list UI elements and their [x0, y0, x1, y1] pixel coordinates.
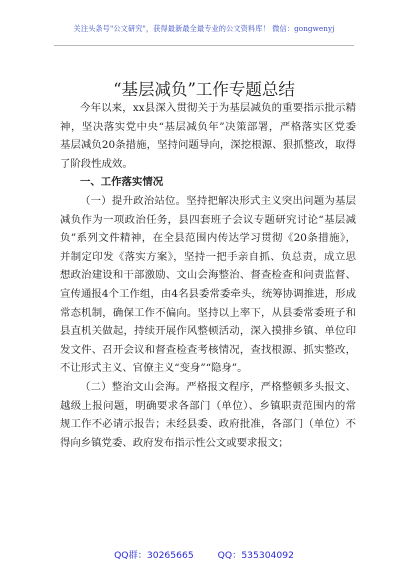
paragraph-line: 县直机关做起，持续开展作风整顿活动，深入摸排乡镇、单位印: [60, 325, 356, 338]
paragraph-line: 并制定印发《落实方案》，坚持一把手亲自抓、负总责，成立思: [60, 250, 356, 263]
header-divider: [54, 45, 354, 46]
paragraph-line: 今年以来，xx县深入贯彻关于为基层减负的重要指示批示精: [80, 102, 356, 114]
paragraph-line: 得向乡镇党委、政府发布指示性公文或要求报文；: [60, 436, 289, 449]
paragraph-line: 基层减负20条措施，坚持问题导向，深挖根源、狠抓整改，取得: [60, 139, 356, 152]
paragraph-line: 不让形式主义、官僚主义“变身”“隐身”。: [60, 362, 248, 375]
section-heading: 一、工作落实情况: [80, 176, 164, 189]
header-promo-note: 关注头条号"公文研究"，获得最新最全最专业的公文资料库！ 微信：gongwenyj: [73, 24, 335, 33]
paragraph-line: 了阶段性成效。: [60, 157, 133, 170]
paragraph-line: 越级上报问题，明确要求各部门（单位）、乡镇职责范围内的常: [60, 399, 356, 412]
paragraph-line: 神，坚决落实党中央“基层减负年”决策部署，严格落实区党委: [60, 120, 356, 133]
footer-contact: [0, 547, 408, 561]
paragraph-line: （一）提升政治站位。坚持把解决形式主义突出问题为基层: [80, 194, 356, 207]
paragraph-line: 宣传通报4个工作组，由4名县委常委牵头，统筹协调推进，形成: [60, 287, 356, 300]
paragraph-line: 规工作不必请示报告；未经县委、政府批准，各部门（单位）不: [60, 418, 356, 431]
paragraph-line: 想政治建设和干部激励、文山会海整治、督查检查和问责监督、: [60, 269, 356, 282]
paragraph-line: 负”系列文件精神，在全县范围内传达学习贯彻《20条措施》，: [60, 232, 356, 245]
paragraph-line: 发文件、召开会议和督查检查考核情况，查找根源、抓实整改，: [60, 343, 356, 356]
paragraph-line: 减负作为一项政治任务，县四套班子会议专题研究讨论“基层减: [60, 213, 356, 226]
qq-group-number: QQ群：30265665: [114, 550, 194, 561]
document-title: “基层减负”工作专题总结: [113, 80, 295, 99]
paragraph-line: （二）整治文山会海。严格报文程序，严格整顿多头报文、: [80, 380, 356, 393]
document-body: [60, 99, 356, 452]
paragraph-line: 常态机制，确保工作不偏向。坚持以上率下，从县委常委班子和: [60, 306, 356, 319]
qq-number: QQ：535304092: [217, 550, 294, 561]
